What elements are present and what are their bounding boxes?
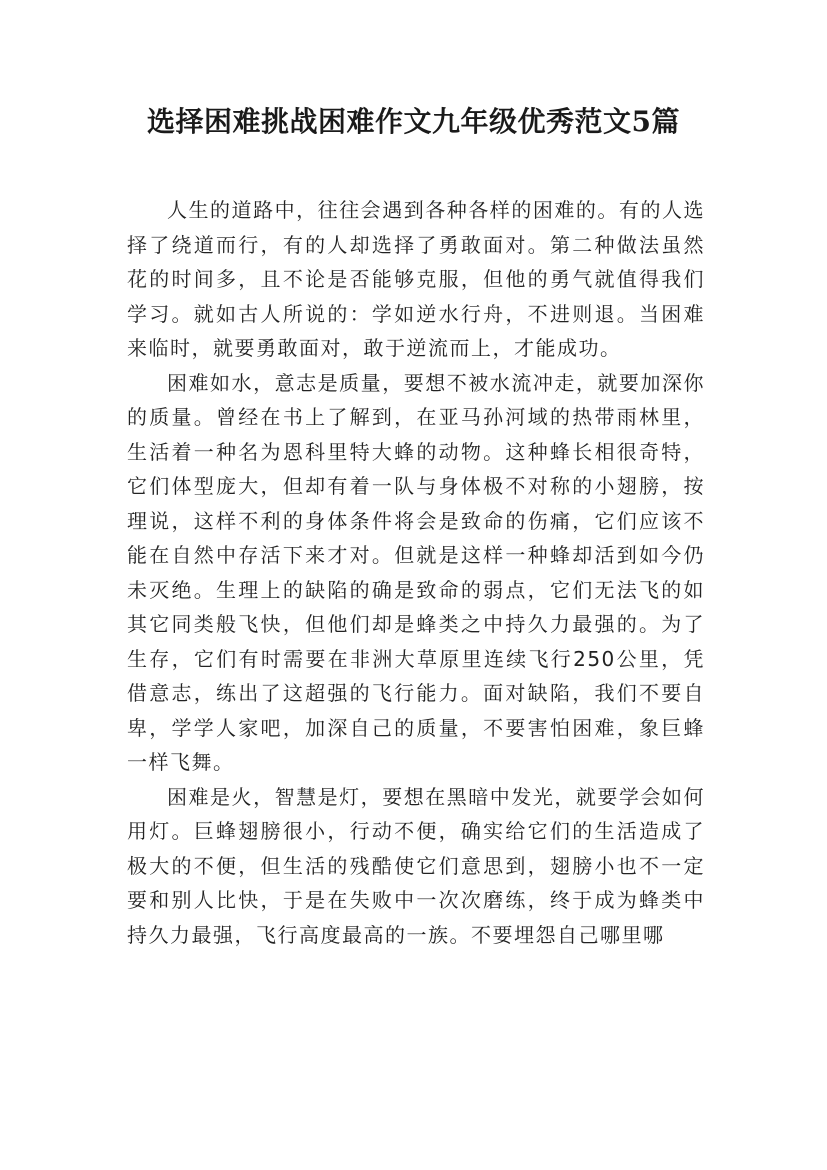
document-body	[127, 193, 705, 952]
paragraph-1: 人生的道路中，往往会遇到各种各样的困难的。有的人选择了绕道而行，有的人却选择了勇敢面对。第二种做法虽然花的时间多，且不论是否能够克服，但他的勇气就值得我们学习。就如古人所说的：学如逆水行舟，不进则退。当困难来临时，就要勇敢面对，敢于逆流而上，才能成功。	[127, 198, 705, 360]
document-title: 选择困难挑战困难作文九年级优秀范文5篇	[147, 105, 680, 138]
paragraph-2: 困难如水，意志是质量，要想不被水流冲走，就要加深你的质量。曾经在书上了解到，在亚马孙河域的热带雨林里，生活着一种名为恩科里特大蜂的动物。这种蜂长相很奇特，它们体型庞大，但却有着一队与身体极不对称的小翅膀，按理说，这样不利的身体条件将会是致命的伤痛，它们应该不能在自然中存活下来才对。但就是这样一种蜂却活到如今仍未灭绝。生理上的缺陷的确是致命的弱点，它们无法飞的如其它同类般飞快，但他们却是蜂类之中持久力最强的。为了生存，它们有时需要在非洲大草原里连续飞行250公里，凭借意志，练出了这超强的飞行能力。面对缺陷，我们不要自卑，学学人家吧，加深自己的质量，不要害怕困难，象巨蜂一样飞舞。	[127, 370, 705, 774]
paragraph-3: 困难是火，智慧是灯，要想在黑暗中发光，就要学会如何用灯。巨蜂翅膀很小，行动不便，确实给它们的生活造成了极大的不便，但生活的残酷使它们意思到，翅膀小也不一定要和别人比快，于是在失败中一次次磨练，终于成为蜂类中持久力最强，飞行高度最高的一族。不要埋怨自己哪里哪	[127, 784, 705, 947]
